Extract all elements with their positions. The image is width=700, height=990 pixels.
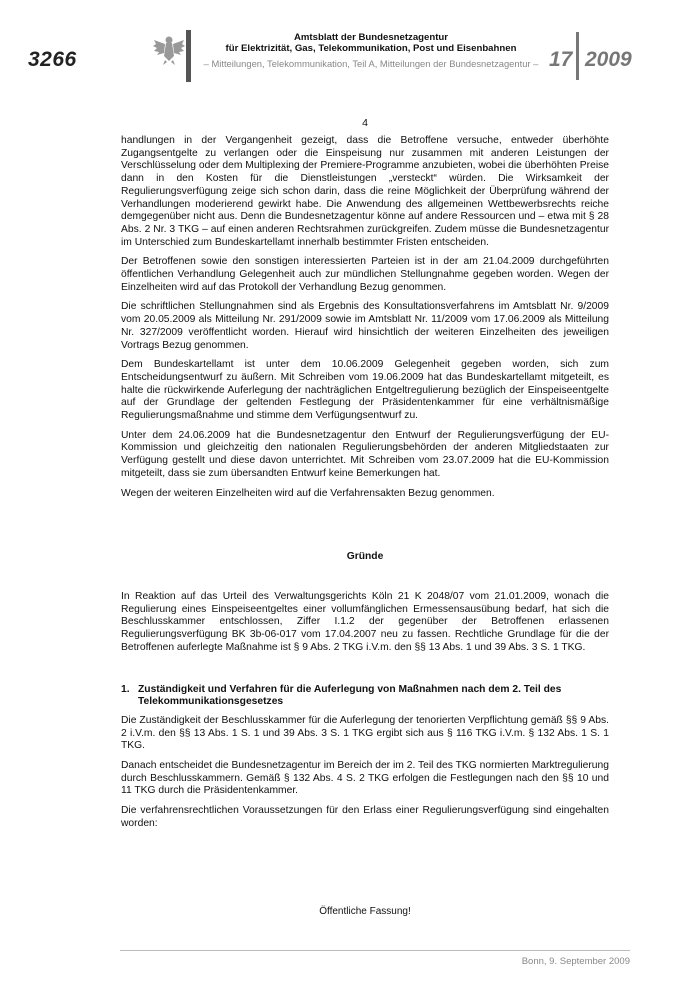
issue-number: 17 [549, 48, 573, 71]
issue-divider [576, 32, 579, 80]
publication-subtitle: – Mitteilungen, Telekommunikation, Teil A, Mitteilungen der Bundesnetzagentur – [203, 58, 539, 69]
paragraph: Die Zuständigkeit der Beschlusskammer für die Auferlegung der tenorierten Verpflichtung gemäß §§ 9 Abs. 2 i.V.m. den §§ 13 Abs. 1 S. 1 und 39 Abs. 3 S. 1 TKG ergibt sich aus § 116 TKG i.V.m. § 132 Abs. 1 S. 1 TKG. [121, 714, 609, 752]
paragraph: Wegen der weiteren Einzelheiten wird auf die Verfahrensakten Bezug genommen. [121, 487, 495, 499]
public-version-note: Öffentliche Fassung! [319, 906, 411, 917]
subsection-number: 1. [121, 683, 130, 695]
document-page-number: 4 [362, 117, 368, 129]
paragraph: handlungen in der Vergangenheit gezeigt, dass die Betroffene versuche, entweder überhöhte Zugangsentgelte zu verlangen oder die Einspeisung nur zusammen mit anderen Leistungen der Verschlüsselung oder dem Multiplexing der Premiere-Programme anzubieten, wobei die überhöhten Preise dann in den Kosten für die Dienstleistungen „versteckt“ würden. Die Wirksamkeit der Regulierungsverfügung zeige sich schon darin, dass die reine Möglichkeit der Überprüfung während der Verhandlungen moderierend gewirkt habe. Die Anwendung des allgemeinen Wettbewerbsrechts reiche demgegenüber nicht aus. Denn die Bundesnetzagentur könne auf andere Ressourcen und – etwa mit § 28 Abs. 2 Nr. 3 TKG – auf einen anderen Rechtsrahmen zurückgreifen. Zudem müsse die Bundesnetzagentur im Unterschied zum Bundeskartellamt innerhalb bestimmter Fristen entscheiden. [121, 135, 609, 248]
federal-eagle-logo [152, 34, 186, 66]
publication-title-line2: für Elektrizität, Gas, Telekommunikation, Post und Eisenbahnen [225, 43, 517, 54]
publication-title [196, 32, 546, 54]
issue-year: 2009 [585, 48, 632, 71]
paragraph: Danach entscheidet die Bundesnetzagentur im Bereich der im 2. Teil des TKG normierten Marktregulierung durch Beschlusskammern. Gemäß § 132 Abs. 4 S. 2 TKG erfolgen die Festlegungen nach den §§ 10 und 11 TKG durch die Präsidentenkammer. [121, 760, 609, 797]
subsection-heading [121, 684, 609, 709]
publication-title-line1: Amtsblatt der Bundesnetzagentur [293, 32, 449, 43]
header-divider [186, 30, 191, 82]
footer-divider [120, 950, 630, 951]
subsection-title: Zuständigkeit und Verfahren für die Auferlegung von Maßnahmen nach dem 2. Teil des Telekommunikationsgesetzes [138, 683, 562, 708]
paragraph: Die verfahrensrechtlichen Voraussetzungen für den Erlass einer Regulierungsverfügung sind eingehalten worden: [121, 805, 609, 829]
page-number: 3266 [28, 48, 77, 71]
paragraph: Die schriftlichen Stellungnahmen sind als Ergebnis des Konsultationsverfahrens im Amtsblatt Nr. 9/2009 vom 20.05.2009 als Mitteilung Nr. 291/2009 sowie im Amtsblatt Nr. 11/2009 vom 17.06.2009 als Mitteilung Nr. 327/2009 veröffentlicht worden. Hierauf wird hinsichtlich der weiteren Einzelheiten des jeweiligen Vortrags Bezug genommen. [121, 301, 609, 351]
document-body [121, 135, 609, 838]
paragraph: Der Betroffenen sowie den sonstigen interessierten Parteien ist in der am 21.04.2009 durchgeführten öffentlichen Verhandlung Gelegenheit auch zur mündlichen Stellungnahme gegeben worden. Wegen der Einzelheiten wird auf das Protokoll der Verhandlung Bezug genommen. [121, 256, 609, 293]
footer-date: Bonn, 9. September 2009 [521, 956, 630, 967]
paragraph: Unter dem 24.06.2009 hat die Bundesnetzagentur den Entwurf der Regulierungsverfügung der EU-Kommission und gleichzeitig den nationalen Regulierungsbehörden der anderen Mitgliedstaaten zur Verfügung gestellt und diese davon unterrichtet. Mit Schreiben vom 23.07.2009 hat die EU-Kommission mitgeteilt, dass sie zum übersandten Entwurf keine Bemerkungen hat. [121, 429, 609, 479]
section-heading: Gründe [346, 551, 384, 563]
paragraph: In Reaktion auf das Urteil des Verwaltungsgerichts Köln 21 K 2048/07 vom 21.01.2009, wonach die Regulierung eines Einspeiseentgeltes einer vollumfänglichen Ermessensausübung bedarf, hat sich die Beschlusskammer entschlossen, Ziffer I.1.2 der gegenüber der Betroffenen erlassenen Regulierungsverfügung BK 3b-06-017 vom 17.04.2007 neu zu fassen. Rechtliche Grundlage für die der Betroffenen auferlegte Maßnahme ist § 9 Abs. 2 TKG i.V.m. den §§ 13 Abs. 1 und 39 Abs. 3 S. 1 TKG. [121, 590, 609, 653]
paragraph: Dem Bundeskartellamt ist unter dem 10.06.2009 Gelegenheit gegeben worden, sich zum Entscheidungsentwurf zu äußern. Mit Schreiben vom 19.06.2009 hat das Bundeskartellamt mitgeteilt, es halte die rückwirkende Auferlegung der nachträglichen Entgeltregulierung bezüglich der Einspeiseentgelte auf der Grundlage der geltenden Festlegung der Präsidentenkammer für eine verhältnismäßige Regulierungsmaßnahme und stimme dem Verfügungsentwurf zu. [121, 359, 609, 422]
